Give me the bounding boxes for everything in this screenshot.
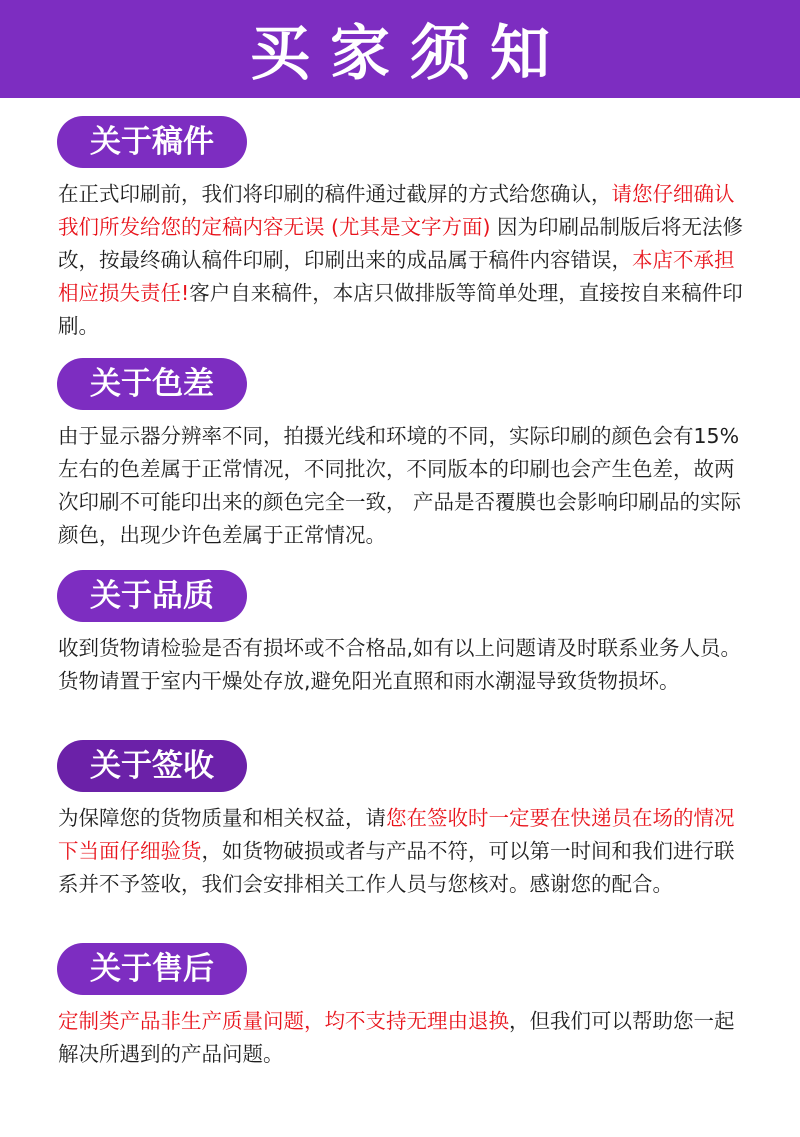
section-heading-manuscript: 关于稿件 xyxy=(57,116,247,168)
warning-text: 本店不承担相应损失责任! xyxy=(58,248,735,305)
section-heading-quality: 关于品质 xyxy=(57,570,247,622)
section-body-quality xyxy=(58,632,748,698)
section-heading-color-difference: 关于色差 xyxy=(57,358,247,410)
section-heading-receipt: 关于签收 xyxy=(57,740,247,792)
text-run: 为保障您的货物质量和相关权益，请 xyxy=(58,806,386,830)
section-body-receipt xyxy=(58,802,748,901)
page-header xyxy=(0,0,800,98)
section-body-after-sales xyxy=(58,1005,748,1071)
text-run: 在正式印刷前，我们将印刷的稿件通过截屏的方式给您确认， xyxy=(58,182,612,206)
page-title: 买家须知 xyxy=(250,19,570,89)
section-body-color-difference xyxy=(58,420,748,552)
text-run: 由于显示器分辨率不同，拍摄光线和环境的不同，实际印刷的颜色会有15%左右的色差属于正常情况，不同批次，不同版本的印刷也会产生色差，故两次印刷不可能印出来的颜色完全一致， 产品是否覆膜也会影响印刷品的实际颜色，出现少许色差属于正常情况。 xyxy=(58,424,742,547)
text-run: 因为印刷品制版后将无法修改，按最终确认稿件印刷，印刷出来的成品属于稿件内容错误， xyxy=(58,215,744,272)
warning-text: 请您仔细确认我们所发给您的定稿内容无误 (尤其是文字方面) xyxy=(58,182,735,239)
warning-text: 您在签收时一定要在快递员在场的情况下当面仔细验货 xyxy=(58,806,735,863)
section-body-manuscript xyxy=(58,178,748,343)
text-run: ，但我们可以帮助您一起解决所遇到的产品问题。 xyxy=(58,1009,735,1066)
text-run: 客户自来稿件，本店只做排版等简单处理，直接按自来稿件印刷。 xyxy=(58,281,743,338)
section-heading-after-sales: 关于售后 xyxy=(57,943,247,995)
warning-text: 定制类产品非生产质量问题，均不支持无理由退换 xyxy=(58,1009,509,1033)
text-run: 收到货物请检验是否有损坏或不合格品,如有以上问题请及时联系业务人员。货物请置于室内干燥处存放,避免阳光直照和雨水潮湿导致货物损坏。 xyxy=(58,636,742,693)
text-run: ，如货物破损或者与产品不符，可以第一时间和我们进行联系并不予签收，我们会安排相关工作人员与您核对。感谢您的配合。 xyxy=(58,839,735,896)
